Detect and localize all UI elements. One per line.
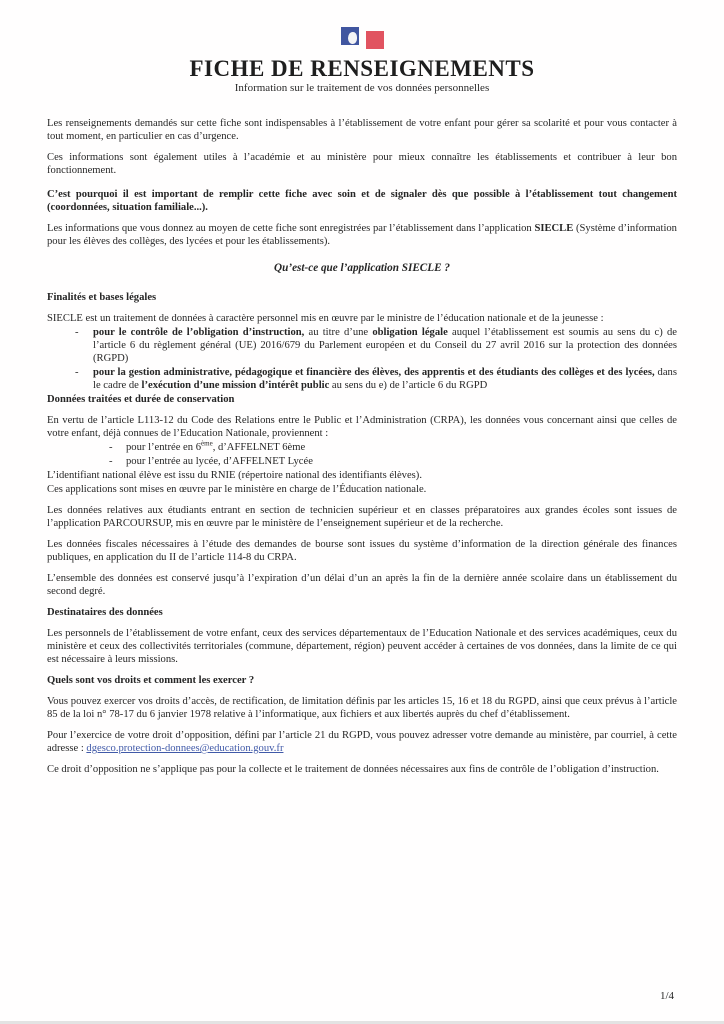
list-item-text: pour l’entrée au lycée, d’AFFELNET Lycée bbox=[126, 456, 313, 467]
text-run: pour l’entrée en 6 bbox=[126, 442, 202, 453]
text-run: au sens du e) de l’article 6 du RGPD bbox=[329, 380, 488, 391]
siecle-question-heading: Qu’est-ce que l’application SIECLE ? bbox=[274, 262, 450, 274]
list-item-text bbox=[93, 326, 677, 365]
section-heading-finalites: Finalités et bases légales bbox=[47, 292, 157, 303]
intro-paragraph-1: Les renseignements demandés sur cette fiche sont indispensables à l’établissement de votre enfant pour gérer sa scolarité et pour vous contacter à tout moment, en particulier en cas d’urgence. bbox=[47, 118, 677, 142]
bullet-dash: - bbox=[75, 367, 79, 378]
text-run: Pour l’exercice de votre droit d’opposition, défini par l’article 21 du RGPD, vous pouvez adresser votre demande au ministère, par courriel, à cette adresse : bbox=[47, 730, 677, 754]
droits-paragraph-2 bbox=[47, 729, 677, 755]
donnees-conservation: L’ensemble des données est conservé jusqu’à l’expiration d’un délai d’un an après la fin de la dernière année scolaire dans un établissement du second degré. bbox=[47, 573, 677, 597]
destinataires-paragraph: Les personnels de l’établissement de votre enfant, ceux des services départementaux de l’Education Nationale et des services académiques, ceux du ministère et ceux des collectivités territoriales (commune, département, région) peuvent accéder à certaines de vos données, dans la limite de ce qui est nécessaire à leurs missions. bbox=[47, 628, 677, 665]
intro-paragraph-important: C’est pourquoi il est important de remplir cette fiche avec soin et de signaler dès que possible à l’établissement tout changement (coordonnées, situation familiale...). bbox=[47, 189, 677, 213]
droits-paragraph-1: Vous pouvez exercer vos droits d’accès, de rectification, de limitation définis par les articles 15, 16 et 18 du RGPD, ainsi que ceux prévus à l’article 85 de la loi n° 78-17 du 6 janvier 1978 relative à l’informatique, aux fichiers et aux libertés auprès du chef d’établissement. bbox=[47, 696, 677, 720]
page-number: 1/4 bbox=[659, 990, 674, 1002]
droits-paragraph-3: Ce droit d’opposition ne s’applique pas pour la collecte et le traitement de données nécessaires aux fins de contrôle de l’obligation d’instruction. bbox=[47, 764, 659, 775]
donnees-applications: Ces applications sont mises en œuvre par le ministère en charge de l’Éducation nationale. bbox=[47, 484, 427, 495]
text-run: dans le cadre de bbox=[93, 367, 677, 391]
flag-red-square-icon bbox=[366, 31, 384, 49]
bullet-dash: - bbox=[75, 327, 79, 338]
text-run: , d’AFFELNET 6ème bbox=[212, 442, 306, 453]
section-heading-donnees: Données traitées et durée de conservation bbox=[47, 394, 235, 405]
section-heading-droits: Quels sont vos droits et comment les exercer ? bbox=[47, 675, 255, 686]
bullet-dash: - bbox=[109, 456, 113, 467]
text-run: Les informations que vous donnez au moyen de cette fiche sont enregistrées par l’établissement dans l’application bbox=[47, 223, 535, 234]
flag-blue-square-icon bbox=[341, 27, 359, 45]
marianne-silhouette-icon bbox=[348, 32, 357, 44]
bullet-dash: - bbox=[109, 442, 113, 453]
list-item-affelnet-lycee bbox=[47, 455, 677, 468]
intro-paragraph-2: Ces informations sont également utiles à l’académie et au ministère pour mieux connaître les établissements et contribuer à leur bon fonctionnement. bbox=[47, 152, 677, 176]
page-subtitle: Information sur le traitement de vos données personnelles bbox=[234, 82, 490, 94]
intro-paragraph-siecle bbox=[47, 222, 677, 248]
text-run-bold: pour la gestion administrative, pédagogique et financière des élèves, des apprentis et des étudiants des collèges et des lycées, bbox=[93, 367, 655, 378]
list-item-text bbox=[126, 441, 677, 454]
list-item-text bbox=[93, 366, 677, 392]
french-flag-icon bbox=[341, 27, 384, 53]
document-header bbox=[0, 0, 724, 95]
donnees-fiscales: Les données fiscales nécessaires à l’étude des demandes de bourse sont issues du système d’information de la direction générale des finances publiques, en application du II de l’article 114-8 du CRPA. bbox=[47, 539, 677, 563]
text-run-bold: l’exécution d’une mission d’intérêt public bbox=[141, 380, 330, 391]
text-run: au titre d’une bbox=[304, 327, 373, 338]
finalites-intro: SIECLE est un traitement de données à caractère personnel mis en œuvre par le ministre de l’éducation nationale et de la jeunesse : bbox=[47, 313, 604, 324]
text-run-bold: pour le contrôle de l’obligation d’instruction, bbox=[93, 327, 305, 338]
email-link[interactable]: dgesco.protection-donnees@education.gouv.fr bbox=[86, 743, 284, 754]
document-body bbox=[47, 117, 677, 776]
donnees-rnie: L’identifiant national élève est issu du RNIE (répertoire national des identifiants élèves). bbox=[47, 470, 422, 481]
list-item-obligation bbox=[47, 326, 677, 365]
text-run: (Système d’information pour les élèves des collèges, des lycées et pour les établissements). bbox=[47, 223, 677, 247]
list-item-affelnet-6eme bbox=[47, 441, 677, 454]
text-run: auquel l’établissement est soumis au sens du c) de l’article 6 du règlement général (UE) 2016/679 du Parlement européen et du Conseil du 27 avril 2016 sur la protection des données (RGPD) bbox=[93, 327, 677, 364]
page-title: FICHE DE RENSEIGNEMENTS bbox=[189, 56, 535, 81]
donnees-parcoursup: Les données relatives aux étudiants entrant en section de technicien supérieur et en classes préparatoires aux grandes écoles sont issues de l’application PARCOURSUP, mis en œuvre par le ministère de l’enseignement supérieur et de la recherche. bbox=[47, 505, 677, 529]
donnees-intro: En vertu de l’article L113-12 du Code des Relations entre le Public et l’Administration (CRPA), les données vous concernant ainsi que celles de votre enfant, déjà connues de l’Education Nationale, proviennent : bbox=[47, 415, 677, 439]
list-item-gestion bbox=[47, 366, 677, 392]
siecle-acronym: SIECLE bbox=[534, 223, 574, 234]
superscript-eme: ème bbox=[201, 439, 213, 448]
section-heading-destinataires: Destinataires des données bbox=[47, 607, 163, 618]
text-run-bold: obligation légale bbox=[372, 327, 448, 338]
